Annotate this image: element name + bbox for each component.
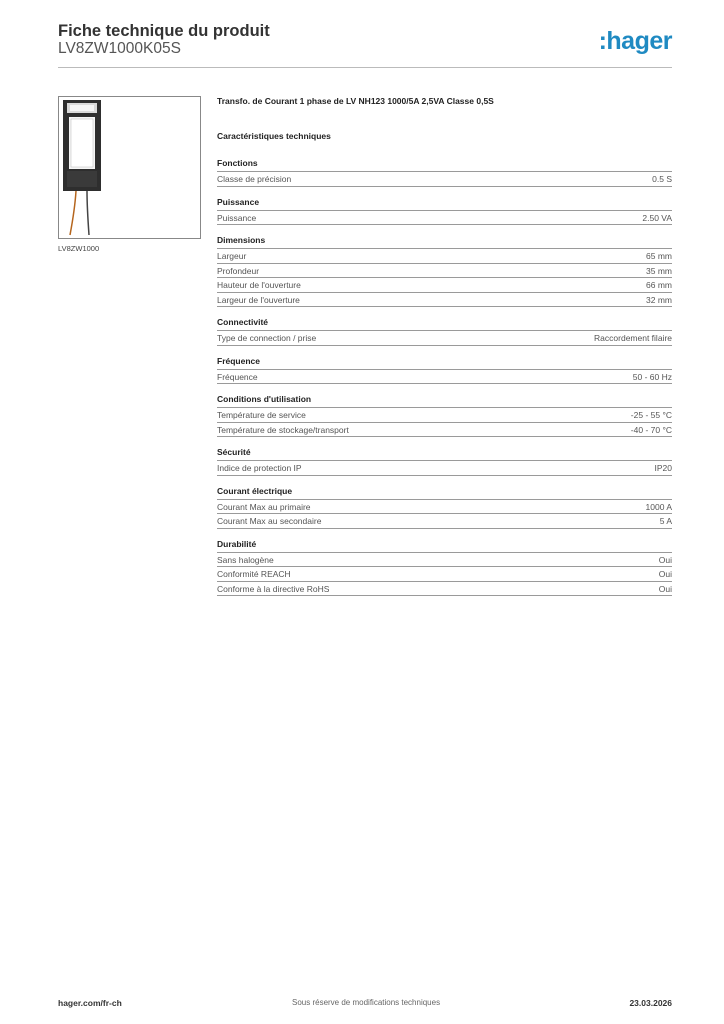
spec-label: Largeur de l'ouverture [217, 294, 300, 305]
spec-row [217, 552, 672, 567]
spec-label: Conforme à la directive RoHS [217, 583, 330, 594]
section-title: Fréquence [217, 355, 260, 366]
spec-label: Puissance [217, 212, 257, 223]
section-title: Conditions d'utilisation [217, 394, 312, 404]
section-title: Connectivité [217, 317, 269, 327]
spec-label: Courant Max au primaire [217, 501, 311, 512]
spec-label: Température de service [217, 410, 306, 420]
spec-value: 32 mm [646, 294, 672, 305]
spec-value: Oui [658, 554, 672, 565]
spec-section [217, 539, 672, 597]
footer-website[interactable]: hager.com/fr-ch [58, 998, 122, 1008]
spec-label: Conformité REACH [217, 569, 291, 579]
footer-disclaimer: Sous réserve de modifications techniques [292, 998, 441, 1007]
spec-section [217, 158, 672, 187]
spec-row [217, 369, 672, 385]
product-image-caption: LV8ZW1000 [58, 244, 100, 253]
spec-label: Largeur [217, 251, 247, 261]
spec-value: -40 - 70 °C [630, 424, 672, 435]
spec-value: 2.50 VA [642, 212, 672, 223]
spec-row [217, 292, 672, 308]
section-title: Dimensions [217, 235, 266, 245]
spec-value: Oui [658, 569, 672, 579]
spec-value: 1000 A [645, 501, 672, 512]
spec-label: Indice de protection IP [217, 463, 302, 473]
tech-specs-title: Caractéristiques techniques [217, 131, 331, 141]
hager-logo[interactable]: :hager [598, 27, 672, 55]
spec-row [217, 277, 672, 292]
section-title: Puissance [217, 196, 260, 207]
spec-value: Raccordement filaire [594, 333, 672, 343]
spec-label: Type de connection / prise [217, 333, 317, 343]
spec-row [217, 513, 672, 529]
spec-row [217, 581, 672, 597]
spec-row [217, 330, 672, 346]
spec-row [217, 210, 672, 226]
spec-section [217, 486, 672, 529]
spec-section [217, 235, 672, 307]
footer-date: 23.03.2026 [629, 998, 672, 1008]
spec-row [217, 248, 672, 263]
spec-row [217, 407, 672, 422]
spec-label: Profondeur [217, 265, 260, 276]
spec-value: 66 mm [646, 280, 672, 290]
spec-row [217, 422, 672, 438]
spec-row [217, 460, 672, 476]
spec-value: 65 mm [646, 251, 672, 261]
section-title: Fonctions [217, 158, 258, 168]
spec-row [217, 263, 672, 278]
spec-value: -25 - 55 °C [630, 410, 672, 420]
spec-section [217, 394, 672, 437]
spec-sections [217, 158, 672, 596]
section-title: Sécurité [217, 447, 251, 457]
spec-label: Fréquence [217, 371, 258, 382]
spec-label: Courant Max au secondaire [217, 516, 322, 526]
spec-label: Hauteur de l'ouverture [217, 280, 301, 290]
spec-section [217, 356, 672, 385]
spec-row [217, 566, 672, 581]
spec-value: Oui [658, 583, 672, 594]
product-reference: LV8ZW1000K05S [58, 40, 181, 57]
main-content [217, 95, 672, 606]
spec-value: 50 - 60 Hz [632, 371, 672, 382]
spec-section [217, 447, 672, 476]
product-image [58, 96, 201, 239]
spec-value: IP20 [654, 463, 672, 473]
spec-label: Température de stockage/transport [217, 424, 349, 435]
spec-row [217, 499, 672, 514]
spec-row [217, 171, 672, 187]
spec-section [217, 317, 672, 346]
spec-value: 0.5 S [652, 174, 672, 184]
section-title: Courant électrique [217, 485, 293, 496]
page-title: Fiche technique du produit [58, 22, 270, 40]
spec-value: 35 mm [646, 265, 672, 276]
section-title: Durabilité [217, 538, 257, 549]
product-description: Transfo. de Courant 1 phase de LV NH123 1000/5A 2,5VA Classe 0,5S [217, 96, 494, 106]
spec-label: Classe de précision [217, 174, 292, 184]
spec-value: 5 A [659, 516, 672, 526]
spec-section [217, 197, 672, 226]
header-divider [58, 67, 672, 68]
spec-label: Sans halogène [217, 554, 274, 565]
